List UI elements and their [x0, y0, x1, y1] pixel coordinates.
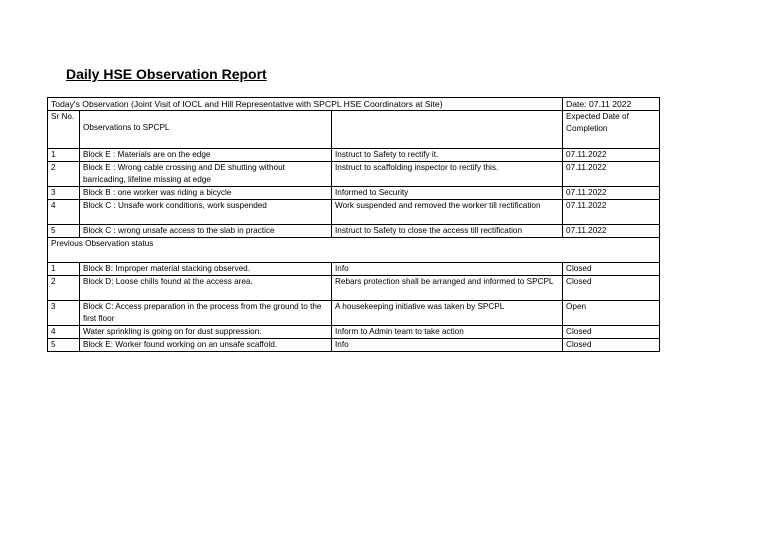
col-expected-date-header: Expected Date of Completion [563, 111, 660, 149]
previous-action: Rebars protection shall be arranged and informed to SPCPL [332, 276, 563, 301]
today-action: Instruct to scaffolding inspector to rectify this. [332, 162, 563, 187]
previous-status: Closed [563, 263, 660, 276]
col-sr-header: Sr No. [48, 111, 80, 149]
previous-heading: Previous Observation status [48, 238, 660, 263]
today-expected-date: 07.11.2022 [563, 187, 660, 200]
today-row [48, 187, 660, 200]
previous-observation: Block D: Loose chills found at the access area. [80, 276, 332, 301]
today-observation: Block E : Wrong cable crossing and DE shutting without barricading, lifeline missing at edge [80, 162, 332, 187]
today-row [48, 149, 660, 162]
today-sr: 4 [48, 200, 80, 225]
previous-status: Closed [563, 276, 660, 301]
previous-row [48, 276, 660, 301]
today-expected-date: 07.11.2022 [563, 149, 660, 162]
previous-sr: 2 [48, 276, 80, 301]
today-action: Instruct to Safety to close the access till rectification [332, 225, 563, 238]
col-observation-header [80, 111, 332, 149]
previous-observation: Block E: Worker found working on an unsafe scaffold. [80, 339, 332, 352]
previous-sr: 5 [48, 339, 80, 352]
today-observation: Block C : wrong unsafe access to the slab in practice [80, 225, 332, 238]
previous-status: Open [563, 301, 660, 326]
previous-status: Closed [563, 339, 660, 352]
previous-status: Closed [563, 326, 660, 339]
today-sr: 5 [48, 225, 80, 238]
previous-action: A housekeeping initiative was taken by SPCPL [332, 301, 563, 326]
today-row [48, 225, 660, 238]
previous-sr: 4 [48, 326, 80, 339]
previous-observation: Block C: Access preparation in the process from the ground to the first floor [80, 301, 332, 326]
col-observation-label: Observations to SPCPL [83, 123, 170, 132]
today-expected-date: 07.11.2022 [563, 200, 660, 225]
previous-observation: Water sprinkling is going on for dust suppression. [80, 326, 332, 339]
previous-row [48, 339, 660, 352]
previous-sr: 1 [48, 263, 80, 276]
today-heading-row [48, 98, 660, 111]
previous-action: Inform to Admin team to take action [332, 326, 563, 339]
report-title: Daily HSE Observation Report [66, 66, 267, 82]
today-sr: 1 [48, 149, 80, 162]
observation-table [47, 97, 660, 352]
previous-observation: Block B: Improper material stacking observed. [80, 263, 332, 276]
today-observation: Block B : one worker was riding a bicycle [80, 187, 332, 200]
previous-action: Info [332, 339, 563, 352]
today-sr: 2 [48, 162, 80, 187]
report-date: Date: 07.11 2022 [563, 98, 660, 111]
previous-action: Info [332, 263, 563, 276]
today-expected-date: 07.11.2022 [563, 162, 660, 187]
col-action-header [332, 111, 563, 149]
today-sr: 3 [48, 187, 80, 200]
today-row [48, 200, 660, 225]
today-expected-date: 07.11.2022 [563, 225, 660, 238]
today-action: Informed to Security [332, 187, 563, 200]
previous-heading-row [48, 238, 660, 263]
previous-row [48, 326, 660, 339]
today-row [48, 162, 660, 187]
previous-sr: 3 [48, 301, 80, 326]
column-header-row [48, 111, 660, 149]
today-observation: Block C : Unsafe work conditions, work suspended [80, 200, 332, 225]
today-heading: Today's Observation (Joint Visit of IOCL and Hill Representative with SPCPL HSE Coordinators at Site) [48, 98, 563, 111]
previous-row [48, 263, 660, 276]
previous-row [48, 301, 660, 326]
today-action: Instruct to Safety to rectify it. [332, 149, 563, 162]
today-observation: Block E : Materials are on the edge [80, 149, 332, 162]
today-action: Work suspended and removed the worker till rectification [332, 200, 563, 225]
